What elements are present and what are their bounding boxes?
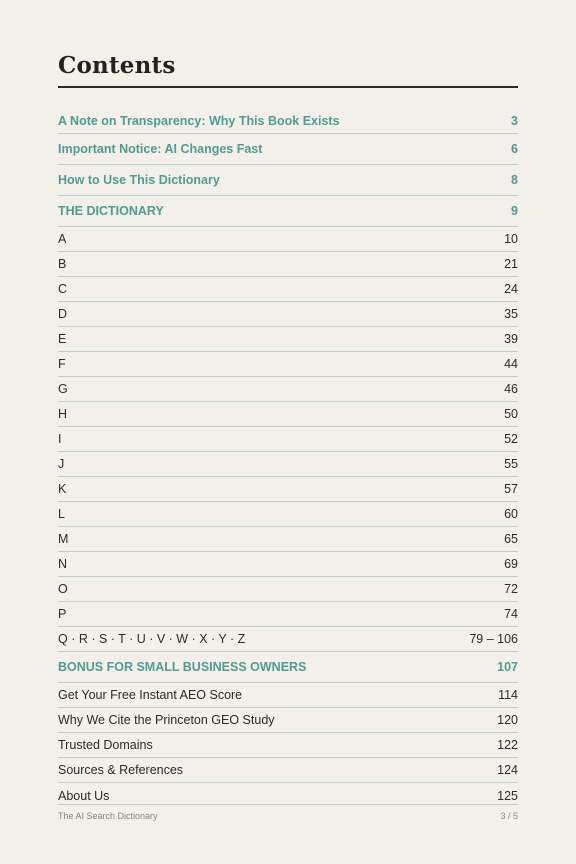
toc-page-number: 46: [504, 382, 518, 396]
toc-label: G: [58, 382, 68, 396]
toc-letter-entry[interactable]: [58, 327, 518, 352]
toc-page-number: 52: [504, 432, 518, 446]
toc-page-number: 125: [497, 788, 518, 803]
toc-label: B: [58, 257, 67, 271]
toc-label: Why We Cite the Princeton GEO Study: [58, 713, 275, 727]
toc-section-dictionary[interactable]: [58, 196, 518, 227]
toc-label: F: [58, 357, 66, 371]
toc-page-number: 50: [504, 407, 518, 421]
toc-page-number: 55: [504, 457, 518, 471]
toc-page-number: 124: [497, 763, 518, 777]
toc-label: E: [58, 332, 67, 346]
toc-label: About Us: [58, 788, 110, 803]
toc-page-number: 9: [511, 204, 518, 218]
toc-page-number: 57: [504, 482, 518, 496]
toc-label: Important Notice: AI Changes Fast: [58, 142, 263, 156]
toc-label: Get Your Free Instant AEO Score: [58, 688, 243, 702]
toc-page-number: 21: [504, 257, 518, 271]
toc-letter-entry[interactable]: [58, 477, 518, 502]
table-of-contents: [58, 108, 518, 808]
toc-page-number: 60: [504, 507, 518, 521]
toc-label: O: [58, 582, 68, 596]
footer-page-indicator: 3 / 5: [500, 811, 518, 821]
toc-label: P: [58, 607, 67, 621]
toc-letter-entry[interactable]: [58, 377, 518, 402]
toc-letter-entry[interactable]: [58, 602, 518, 627]
toc-label: How to Use This Dictionary: [58, 173, 220, 187]
toc-letter-entry[interactable]: [58, 527, 518, 552]
toc-letter-entry[interactable]: [58, 627, 518, 652]
toc-letter-entry[interactable]: [58, 552, 518, 577]
toc-letter-entry[interactable]: [58, 452, 518, 477]
toc-letter-entry[interactable]: [58, 277, 518, 302]
toc-label: C: [58, 282, 68, 296]
toc-letter-entry[interactable]: [58, 227, 518, 252]
toc-page-number: 35: [504, 307, 518, 321]
toc-page-number: 79 – 106: [469, 632, 518, 646]
toc-letter-entry[interactable]: [58, 502, 518, 527]
toc-label: Q · R · S · T · U · V · W · X · Y · Z: [58, 632, 246, 646]
toc-label: M: [58, 532, 69, 546]
toc-page-number: 107: [497, 660, 518, 674]
toc-page-number: 120: [497, 713, 518, 727]
toc-section-notice[interactable]: [58, 134, 518, 165]
toc-label: Trusted Domains: [58, 738, 153, 752]
toc-label: K: [58, 482, 67, 496]
footer-book-title: The AI Search Dictionary: [58, 811, 158, 821]
toc-label: THE DICTIONARY: [58, 204, 164, 218]
toc-label: J: [58, 457, 65, 471]
toc-bonus-entry[interactable]: [58, 708, 518, 733]
toc-letter-entry[interactable]: [58, 252, 518, 277]
toc-label: A: [58, 232, 67, 246]
toc-page-number: 10: [504, 232, 518, 246]
toc-page-number: 65: [504, 532, 518, 546]
toc-letter-entry[interactable]: [58, 577, 518, 602]
title-divider: [58, 86, 518, 88]
toc-page-number: 6: [511, 142, 518, 156]
toc-label: A Note on Transparency: Why This Book Exists: [58, 113, 340, 128]
toc-letter-entry[interactable]: [58, 402, 518, 427]
toc-bonus-entry[interactable]: [58, 683, 518, 708]
toc-letter-entry[interactable]: [58, 427, 518, 452]
toc-label: I: [58, 432, 62, 446]
toc-bonus-entry[interactable]: [58, 758, 518, 783]
toc-label: L: [58, 507, 65, 521]
toc-page-number: 24: [504, 282, 518, 296]
toc-letter-entry[interactable]: [58, 302, 518, 327]
page-footer: [58, 804, 518, 821]
toc-bonus-entry[interactable]: [58, 733, 518, 758]
toc-page-number: 122: [497, 738, 518, 752]
toc-letter-entry[interactable]: [58, 352, 518, 377]
toc-label: Sources & References: [58, 763, 184, 777]
toc-page-number: 44: [504, 357, 518, 371]
toc-page-number: 8: [511, 173, 518, 187]
toc-label: D: [58, 307, 68, 321]
toc-section-transparency[interactable]: [58, 108, 518, 134]
page-title: Contents: [58, 52, 176, 79]
toc-page-number: 69: [504, 557, 518, 571]
toc-page-number: 72: [504, 582, 518, 596]
toc-page-number: 74: [504, 607, 518, 621]
toc-page-number: 39: [504, 332, 518, 346]
toc-section-bonus[interactable]: [58, 652, 518, 683]
toc-label: BONUS FOR SMALL BUSINESS OWNERS: [58, 660, 307, 674]
toc-page-number: 114: [498, 688, 518, 702]
toc-label: H: [58, 407, 68, 421]
toc-label: N: [58, 557, 68, 571]
toc-section-how-to-use[interactable]: [58, 165, 518, 196]
toc-page-number: 3: [511, 113, 518, 128]
